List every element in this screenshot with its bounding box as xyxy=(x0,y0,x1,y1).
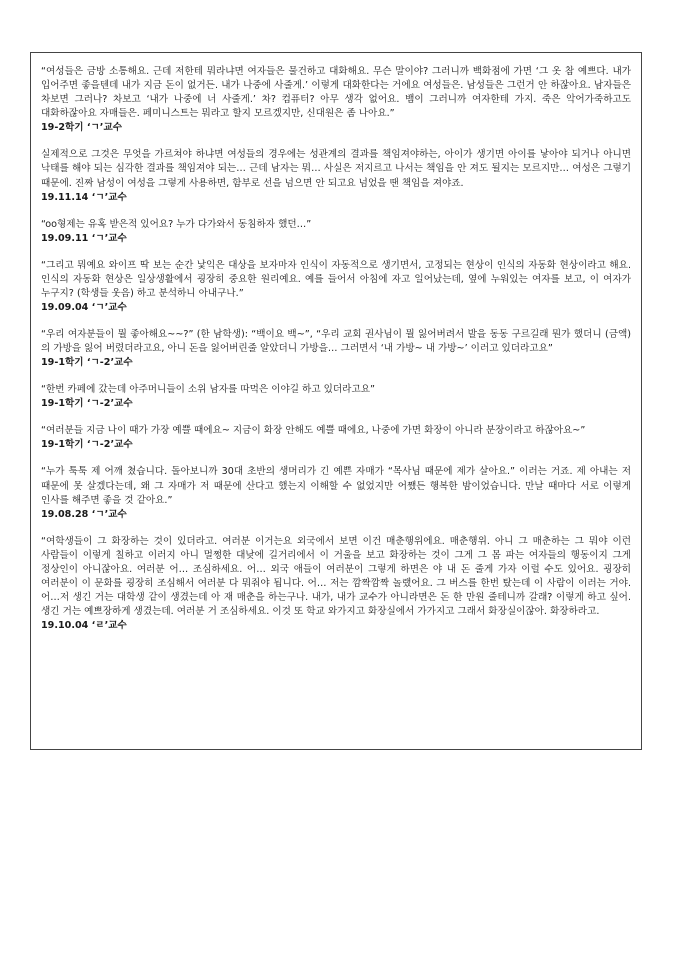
quote-entry xyxy=(41,328,631,370)
quote-citation: 19.09.11 ‘ㄱ’교수 xyxy=(41,232,127,244)
quote-entry xyxy=(41,148,631,204)
quote-citation: 19-1학기 ‘ㄱ-2’교수 xyxy=(41,439,133,451)
quote-entry xyxy=(41,65,631,135)
quote-entry xyxy=(41,383,631,411)
quote-citation: 19-2학기 ‘ㄱ’교수 xyxy=(41,122,122,134)
quote-citation: 19-1학기 ‘ㄱ-2’교수 xyxy=(41,398,133,410)
quote-citation: 19.08.28 ‘ㄱ’교수 xyxy=(41,508,127,520)
quote-citation: 19.10.04 ‘ㄹ’교수 xyxy=(41,620,127,632)
quote-text: “여성들은 금방 소통해요. 근데 저한테 뭐라냐면 여자들은 물건하고 대화해요. 무슨 말이야? 그러니까 백화점에 가면 ‘그 옷 참 예쁘다. 내가 입어주면 좋을텐데 내가 지금 돈이 없거든. 내가 나중에 사줄게.’ 이렇게 대화한다는 거에요 여성들은. 남성들은 그런거 안 하잖아요. 남자들은 차보면 그러나? 차보고 ‘내가 나중에 너 사줄게.’ 차? 컴퓨터? 아무 생각 없어요. 뱀이 그러니까 여자한테 가지. 죽은 악어가죽하고도 대화하잖아요 자매들은. 페미니스트는 뭐라고 할지 모르겠지만, 신대원은 좀 나아요.” xyxy=(41,66,631,120)
quote-entry xyxy=(41,535,631,634)
quote-citation: 19-1학기 ‘ㄱ-2’교수 xyxy=(41,357,133,369)
quote-entry xyxy=(41,218,631,246)
quote-text: “여학생들이 그 화장하는 것이 있더라고. 여러분 이거는요 외국에서 보면 이건 매춘행위에요. 매춘행위. 아니 그 매춘하는 그 뭐야 이런 사람들이 이렇게 칠하고 이러지 아니 멀쩡한 대낮에 길거리에서 이 거울을 보고 화장하는 것이 그게 그 몸 파는 여자들의 행동이지 그게 정상인이 아니잖아요. 여러분 어… 조심하세요. 어… 외국 애들이 여러분이 그렇게 하면은 야 내 돈 줄게 가자 이럴 수도 있어요. 굉장히 여러분이 이 문화를 굉장히 조심해서 여러분 다 뭐줘야 됩니다. 어… 저는 깜짝깜짝 놀랬어요. 그 버스를 한번 탔는데 이 사람이 이러는 거야. 어…저 생긴 거는 대학생 같이 생겼는데 아 재 매춘을 하는구나. 내가, 내가 교수가 아니라면은 돈 한 만원 줄테니까 갈래? 이렇게 하고 싶어. 생긴 거는 예쁘장하게 생겼는데. 여러분 거 조심하세요. 이것 또 학교 와가지고 화장실에서 가가지고 그래서 화장실이잖아. 화장하라고. xyxy=(41,535,631,618)
quote-text: 실제적으로 그것은 무엇을 가르쳐야 하냐면 여성들의 경우에는 성관계의 결과를 책임져야하는, 아이가 생기면 아이를 낳아야 되거나 아니면 낙태를 해야 되는 심각한 결과를 책임져야 되는… 근데 남자는 뭐… 사실은 저지르고 나서는 책임을 안 져도 될지는 모르지만… 여성은 그렇기 때문에. 진짜 남성이 여성을 그렇게 사용하면, 함부로 선을 넘으면 안 되고요 넘었을 땐 책임을 져야죠. xyxy=(41,149,631,189)
quote-text: “oo형제는 유혹 받은적 있어요? 누가 다가와서 동침하자 했던…” xyxy=(41,218,312,230)
quote-entry xyxy=(41,424,631,452)
quote-text: “한번 카페에 갔는데 아주머니들이 소위 남자를 따먹은 이야길 하고 있더라고요” xyxy=(41,384,375,396)
quote-entry xyxy=(41,259,631,315)
quote-entry xyxy=(41,465,631,521)
quote-citation: 19.11.14 ‘ㄱ’교수 xyxy=(41,191,127,203)
quote-text: “여러분들 지금 나이 때가 가장 예쁠 때에요~ 지금이 화장 안해도 예쁠 때에요, 나중에 가면 화장이 아니라 분장이라고 하잖아요~” xyxy=(41,425,586,437)
quote-collection-box xyxy=(30,52,642,750)
quote-citation: 19.09.04 ‘ㄱ’교수 xyxy=(41,302,127,314)
quote-text: “우리 여자분들이 뭘 좋아해요~~?” (한 남학생): “백이요 백~”, “우리 교회 권사님이 뭘 잃어버려서 발을 동동 구르길래 뭔가 했더니 (금액)의 가방을 잃어 버렸더라고요, 아니 돈을 잃어버린줄 알았더니 가방을… 그러면서 ‘내 가방~ 내 가방~’ 이러고 있더라고요” xyxy=(41,329,631,355)
quote-text: “누가 툭툭 제 어깨 쳤습니다. 돌아보니까 30대 초반의 생머리가 긴 예쁜 자매가 “목사님 때문에 제가 살아요.” 이러는 거죠. 제 아내는 저 때문에 못 살겠다는데, 왜 그 자매가 저 때문에 산다고 했는지 이해할 수 없었지만 어쨌든 행복한 밤이었습니다. 만날 때마다 서로 이렇게 인사를 해주면 좋을 것 같아요.” xyxy=(41,466,631,506)
quote-text: “그리고 뭐예요 와이프 딱 보는 순간 낯익은 대상을 보자마자 인식이 자동적으로 생기면서, 고정되는 현상이 인식의 자동화 현상이라고 해요. 인식의 자동화 현상은 일상생활에서 굉장히 중요한 원리예요. 예를 들어서 아침에 자고 일어났는데, 옆에 누워있는 여자를 보고, 이 여자가 누구지? (학생들 웃음) 하고 분석하니 아내구나.” xyxy=(41,259,631,299)
